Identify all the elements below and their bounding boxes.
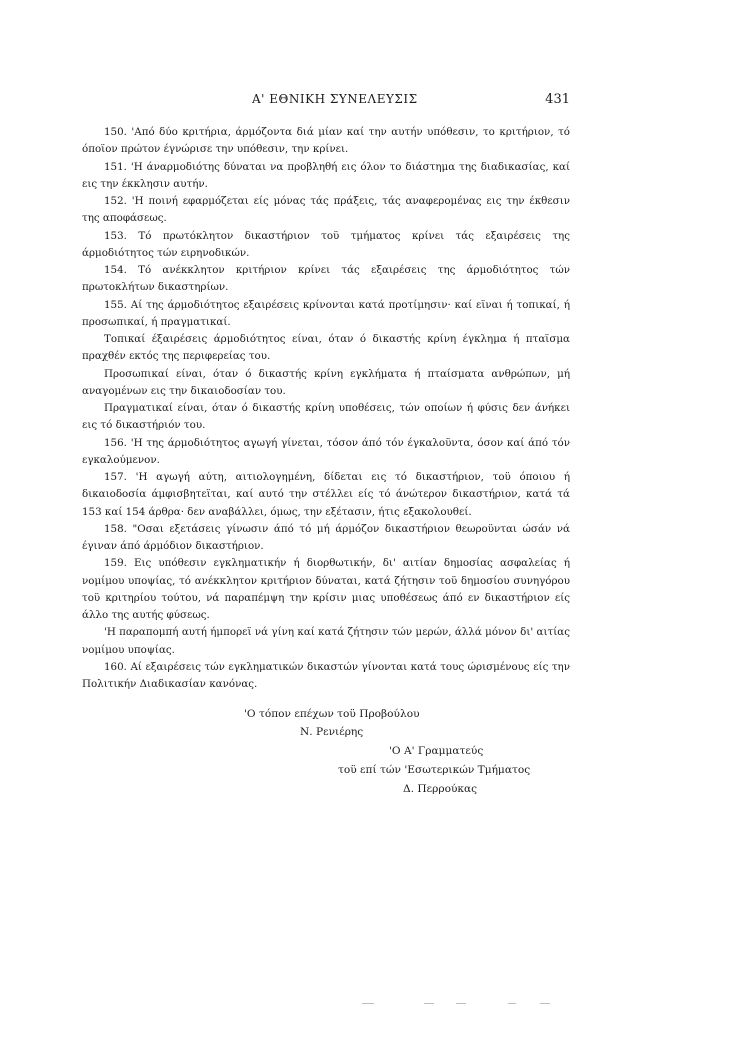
page-header: [82, 92, 570, 112]
paragraph-art-157: 157. 'Η αγωγή αύτη, αιτιολογημένη, δίδεται εις τό δικαστήριον, τοϋ όποιου ή δικαιοδοσία άμφισβητεϊται, καί αυτό την στέλλει είς τό άνώτερον δικαστήριον, κατά τά 153 καί 154 άρθρα· δεν αναβάλλει, όμως, την εξέτασιν, ήτις εξακολουθεί.: [82, 471, 570, 518]
signature-secretary-role: 'Ο Α' Γραμματεύς: [389, 745, 484, 757]
paragraph-art-156: 156. 'Η της άρμοδιότητος αγωγή γίνεται, τόσον άπό τόν έγκαλοϋντα, όσον καί άπό τόν εγκαλούμενον.: [82, 436, 570, 466]
signature-proboulos-role: 'Ο τόπον επέχων τοϋ Προβούλου: [244, 708, 420, 720]
scan-artifact-dash: [540, 1003, 550, 1004]
paragraph-local-exceptions: Τοπικαί έξαιρέσεις άρμοδιότητος είναι, όταν ό δικαστής κρίνη έγκλημα ή πταϊσμα πραχθέν εκτός της περιφερείας του.: [82, 333, 570, 363]
signature-secretary-department: τοϋ επί τών 'Εσωτερικών Τμήματος: [338, 764, 531, 776]
paragraph-art-154: 154. Τό ανέκκλητον κριτήριον κρίνει τάς εξαιρέσεις της άρμοδιότητος τών πρωτοκλήτων δικαστηρίων.: [82, 264, 570, 294]
signature-secretary-name: Δ. Περρούκας: [403, 783, 478, 795]
paragraph-art-159: 159. Εις υπόθεσιν εγκληματικήν ή διορθωτικήν, δι' αιτίαν δημοσίας ασφαλείας ή νομίμου υποψίας, τό ανέκκλητον κριτήριον δύναται, κατά ζήτησιν τοϋ δημοσίου συνηγόρου τοϋ κριτηρίου τούτου, νά παραπέμψη την κρίσιν μιας υποθέσεως άπό εν δικαστήριον είς άλλο της αυτής φύσεως.: [82, 557, 570, 621]
paragraph-art-158: 158. "Οσαι εξετάσεις γίνωσιν άπό τό μή άρμόζον δικαστήριον θεωροϋνται ώσάν νά έγιναν άπό άρμόδιον δικαστήριον.: [82, 522, 570, 552]
scan-artifact-dash: [362, 1003, 374, 1004]
paragraph-art-155: 155. Αί της άρμοδιότητος εξαιρέσεις κρίνονται κατά προτίμησιν· καί εϊναι ή τοπικαί, ή προσωπικαί, ή πραγματικαί.: [82, 298, 570, 328]
paragraph-art-160: 160. Αί εξαιρέσεις τών εγκληματικών δικαστών γίνονται κατά τους ώρισμένους είς την Πολιτικήν Διαδικασίαν κανόνας.: [82, 660, 570, 690]
paragraph-art-150: 150. 'Από δύο κριτήρια, άρμόζοντα διά μίαν καί την αυτήν υπόθεσιν, το κριτήριον, τό όποϊον πρώτον έγνώρισε την υπόθεσιν, την κρίνει.: [82, 126, 570, 156]
signature-proboulos-name: Ν. Ρενιέρης: [300, 726, 364, 738]
body-text: [82, 124, 570, 693]
scan-artifact-dash: [508, 1003, 516, 1004]
paragraph-art-153: 153. Τό πρωτόκλητον δικαστήριον τοϋ τμήματος κρίνει τάς εξαιρέσεις της άρμοδιότητος τών ειρηνοδικών.: [82, 229, 570, 259]
paragraph-art-151: 151. 'Η άναρμοδιότης δύναται να προβληθή εις όλον το διάστημα της διαδικασίας, καί εις την έκκλησιν αυτήν.: [82, 160, 570, 190]
page-number: 431: [545, 92, 570, 107]
paragraph-material-exceptions: Πραγματικαί είναι, όταν ό δικαστής κρίνη υποθέσεις, τών οποίων ή φύσις δεν άνήκει εις τό δικαστήριόν του.: [82, 402, 570, 432]
paragraph-personal-exceptions: Προσωπικαί είναι, όταν ό δικαστής κρίνη εγκλήματα ή πταίσματα ανθρώπων, μή αναγομένων εις την δικαιοδοσίαν του.: [82, 367, 570, 397]
running-title: Α' ΕΘΝΙΚΗ ΣΥΝΕΛΕΥΣΙΣ: [252, 92, 418, 106]
scan-artifact-dash: [424, 1003, 434, 1004]
paragraph-referral: 'Η παραπομπή αυτή ήμπορεϊ νά γίνη καί κατά ζήτησιν τών μερών, άλλά μόνον δι' αιτίας νομίμου υποψίας.: [82, 626, 570, 656]
scan-artifact-dash: [456, 1003, 466, 1004]
paragraph-art-152: 152. 'Η ποινή εφαρμόζεται είς μόνας τάς πράξεις, τάς αναφερομένας εις την έκθεσιν της αποφάσεως.: [82, 195, 570, 225]
